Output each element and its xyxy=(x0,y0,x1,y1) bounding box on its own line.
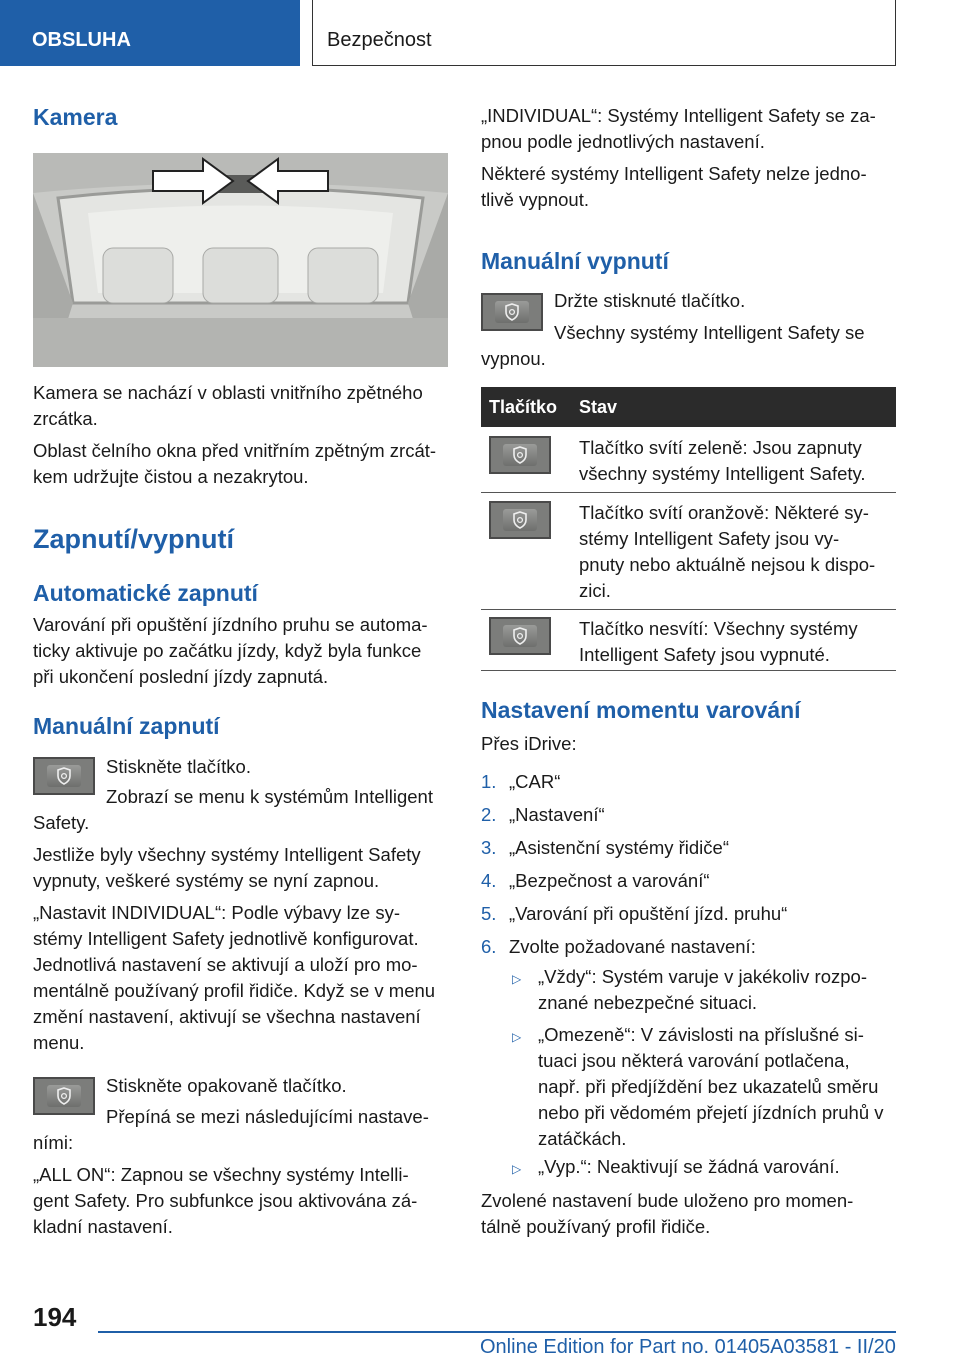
text-kamera-1b: zrcátka. xyxy=(33,408,98,429)
text-nastavit-f: menu. xyxy=(33,1032,85,1053)
text-menu-a: Zobrazí se menu k systémům Intelligent xyxy=(106,786,433,807)
step-number: 4. xyxy=(481,870,497,891)
step-number: 1. xyxy=(481,771,497,792)
table-row-3-text-b: Intelligent Safety jsou vypnuté. xyxy=(579,644,830,665)
heading-manualni-zapnuti: Manuální zapnutí xyxy=(33,713,220,739)
text-auto-a: Varování při opuštění jízdního pruhu se automa‐ xyxy=(33,614,428,635)
option-omezene-a: „Omezeně“: V závislosti na příslušné si‐ xyxy=(538,1024,864,1045)
text-nastavit-d: mentálně používaný profil řidiče. Když se v menu xyxy=(33,980,436,1001)
text-individual-a: „INDIVIDUAL“: Systémy Intelligent Safety se za‐ xyxy=(481,105,876,126)
bullet-triangle-icon: ▷ xyxy=(512,1162,522,1176)
heading-zapnuti-vypnuti: Zapnutí/vypnutí xyxy=(33,524,234,554)
text-prepina-b: ními: xyxy=(33,1132,74,1153)
intelligent-safety-button-icon xyxy=(489,436,551,474)
table-row-2-text-a: Tlačítko svítí oranžově: Některé sy‐ xyxy=(579,502,869,523)
option-vzdy-b: znané nebezpečné situaci. xyxy=(538,992,758,1013)
step-car: „CAR“ xyxy=(509,771,561,792)
option-omezene-b: tuaci jsou některá varování potlačena, xyxy=(538,1050,850,1071)
text-auto-b: ticky aktivuje po začátku jízdy, když byla funkce xyxy=(33,640,422,661)
intelligent-safety-button-icon xyxy=(489,501,551,539)
chapter-title: Bezpečnost xyxy=(312,0,896,66)
step-number: 6. xyxy=(481,936,497,957)
text-menu-b: Safety. xyxy=(33,812,90,833)
text-press-2: Stiskněte opakovaně tlačítko. xyxy=(106,1075,347,1096)
text-jestlize-a: Jestliže byly všechny systémy Intelligent Safety xyxy=(33,844,421,865)
step-number: 2. xyxy=(481,804,497,825)
heading-manualni-vypnuti: Manuální vypnutí xyxy=(481,248,669,274)
heading-kamera: Kamera xyxy=(33,104,118,130)
status-table-header xyxy=(481,387,896,427)
text-nastavit-a: „Nastavit INDIVIDUAL“: Podle výbavy lze sy‐ xyxy=(33,902,401,923)
table-row-2-text-d: zici. xyxy=(579,580,611,601)
step-bezpecnost: „Bezpečnost a varování“ xyxy=(509,870,710,891)
table-divider xyxy=(481,492,896,493)
step-number: 5. xyxy=(481,903,497,924)
section-tab: OBSLUHA xyxy=(0,0,300,66)
bullet-triangle-icon: ▷ xyxy=(512,1030,522,1044)
intelligent-safety-button-icon xyxy=(33,757,95,795)
table-row-1-text-a: Tlačítko svítí zeleně: Jsou zapnuty xyxy=(579,437,862,458)
heading-nastaveni-momentu: Nastavení momentu varování xyxy=(481,697,801,723)
table-row-2-text-c: pnuty nebo aktuálně nejsou k dispo‐ xyxy=(579,554,876,575)
table-divider xyxy=(481,609,896,610)
table-row-3-text-a: Tlačítko nesvítí: Všechny systémy xyxy=(579,618,858,639)
page-number: 194 xyxy=(33,1302,77,1332)
text-zvolene-b: tálně používaný profil řidiče. xyxy=(481,1216,711,1237)
text-nektere-b: tlivě vypnout. xyxy=(481,189,589,210)
table-divider xyxy=(481,670,896,671)
footer-divider xyxy=(98,1331,896,1333)
text-all-on-b: gent Safety. Pro subfunkce jsou aktivována zá‐ xyxy=(33,1190,418,1211)
bullet-triangle-icon: ▷ xyxy=(512,972,522,986)
text-hold: Držte stisknuté tlačítko. xyxy=(554,290,746,311)
option-omezene-c: např. při předjíždění bez ukazatelů směru xyxy=(538,1076,879,1097)
heading-automaticke-zapnuti: Automatické zapnutí xyxy=(33,580,258,606)
text-vsechny-b: vypnou. xyxy=(481,348,546,369)
text-prepina-a: Přepíná se mezi následujícími nastave‐ xyxy=(106,1106,429,1127)
step-varovani: „Varování při opuštění jízd. pruhu“ xyxy=(509,903,788,924)
text-all-on-c: kladní nastavení. xyxy=(33,1216,173,1237)
text-nastavit-c: Jednotlivá nastavení se aktivují a uloží pro mo‐ xyxy=(33,954,418,975)
table-col-button: Tlačítko xyxy=(489,397,558,417)
text-kamera-2a: Oblast čelního okna před vnitřním zpětným zrcát‐ xyxy=(33,440,437,461)
option-vzdy-a: „Vždy“: Systém varuje v jakékoliv rozpo‐ xyxy=(538,966,867,987)
intelligent-safety-button-icon xyxy=(33,1077,95,1115)
table-row-1-text-b: všechny systémy Intelligent Safety. xyxy=(579,463,866,484)
footer-edition: Online Edition for Part no. 01405A03581 - II/20 xyxy=(480,1336,896,1358)
text-auto-c: při ukončení poslední jízdy zapnutá. xyxy=(33,666,329,687)
table-row-2-text-b: stémy Intelligent Safety jsou vy‐ xyxy=(579,528,840,549)
text-kamera-1a: Kamera se nachází v oblasti vnitřního zpětného xyxy=(33,382,423,403)
table-col-status: Stav xyxy=(579,397,618,417)
step-asistencni: „Asistenční systémy řidiče“ xyxy=(509,837,729,858)
text-nastavit-b: stémy Intelligent Safety jednotlivě konfigurovat. xyxy=(33,928,419,949)
step-zvolte: Zvolte požadované nastavení: xyxy=(509,936,756,957)
step-number: 3. xyxy=(481,837,497,858)
text-jestlize-b: vypnuty, veškeré systémy se nyní zapnou. xyxy=(33,870,380,891)
text-individual-b: pnou podle jednotlivých nastavení. xyxy=(481,131,765,152)
intelligent-safety-button-icon xyxy=(489,617,551,655)
text-nastavit-e: změní nastavení, aktivují se všechna nastavení xyxy=(33,1006,421,1027)
text-all-on-a: „ALL ON“: Zapnou se všechny systémy Intelli‐ xyxy=(33,1164,409,1185)
text-zvolene-a: Zvolené nastavení bude uloženo pro momen‐ xyxy=(481,1190,854,1211)
idrive-steps-list xyxy=(481,769,896,969)
text-pres-idrive: Přes iDrive: xyxy=(481,733,577,754)
text-kamera-2b: kem udržujte čistou a nezakrytou. xyxy=(33,466,309,487)
step-nastaveni: „Nastavení“ xyxy=(509,804,605,825)
option-vyp: „Vyp.“: Neaktivují se žádná varování. xyxy=(538,1156,840,1177)
option-omezene-d: nebo při vědomém přejetí jízdních pruhů v xyxy=(538,1102,884,1123)
text-nektere-a: Některé systémy Intelligent Safety nelze jedno‐ xyxy=(481,163,867,184)
camera-photo xyxy=(33,153,448,367)
option-omezene-e: zatáčkách. xyxy=(538,1128,627,1149)
intelligent-safety-button-icon xyxy=(481,293,543,331)
text-press-1: Stiskněte tlačítko. xyxy=(106,756,251,777)
text-vsechny-a: Všechny systémy Intelligent Safety se xyxy=(554,322,865,343)
